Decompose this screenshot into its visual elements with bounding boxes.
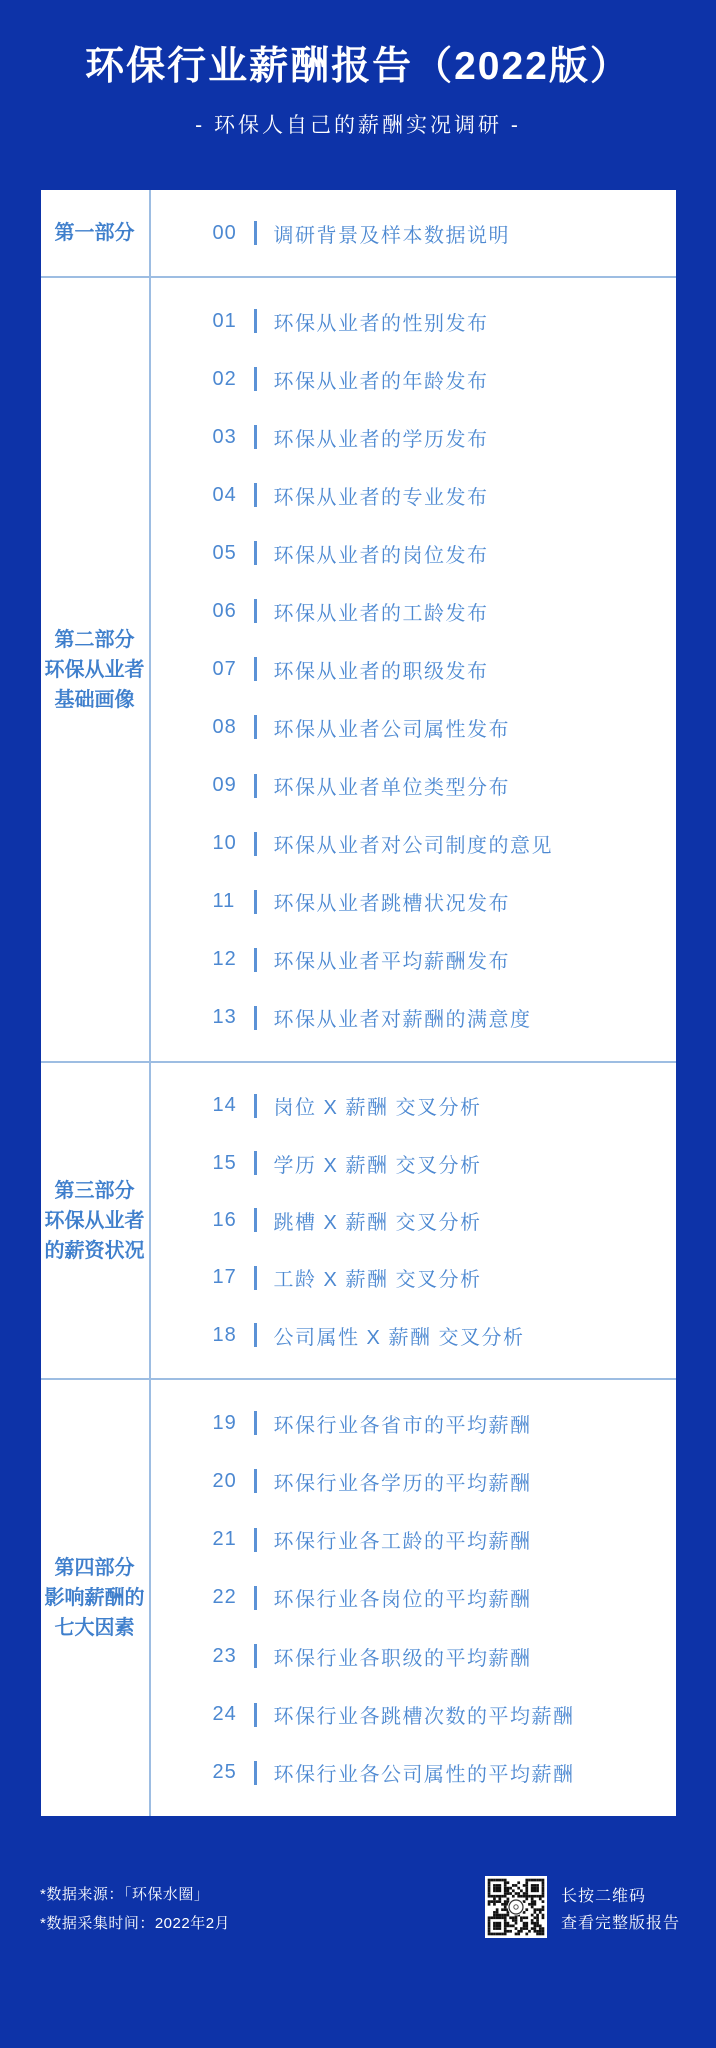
item-separator-bar: [254, 1323, 257, 1347]
section-items: [151, 1063, 676, 1378]
toc-item: [151, 597, 676, 626]
toc-item: [151, 307, 676, 336]
toc-item-title: 环保从业者平均薪酬发布: [273, 951, 510, 974]
section-label: [41, 278, 151, 1061]
toc-item: [151, 539, 676, 568]
toc-item: [151, 655, 676, 684]
toc-section: [41, 1061, 676, 1378]
toc-item-number: 10: [212, 832, 237, 855]
toc-section: [41, 190, 676, 276]
toc-item-number: 11: [212, 890, 236, 913]
section-label-line: 基础画像: [54, 688, 135, 711]
section-label-line: 环保从业者: [44, 658, 145, 681]
item-separator-bar: [254, 1151, 257, 1175]
item-separator-bar: [254, 657, 257, 681]
toc-item: [151, 829, 676, 858]
toc-item-title: 工龄 X 薪酬 交叉分析: [273, 1269, 482, 1292]
toc-item-title: 跳槽 X 薪酬 交叉分析: [273, 1211, 482, 1234]
toc-item: [151, 423, 676, 452]
qr-block: [485, 1876, 680, 1938]
toc-item-title: 环保行业各岗位的平均薪酬: [273, 1589, 532, 1612]
toc-item: [151, 365, 676, 394]
item-separator-bar: [254, 948, 257, 972]
toc-item-title: 环保行业各跳槽次数的平均薪酬: [273, 1706, 575, 1729]
toc-item: [151, 1467, 676, 1496]
toc-item-title: 环保从业者的学历发布: [273, 428, 489, 451]
toc-item-title: 调研背景及样本数据说明: [273, 224, 510, 247]
toc-section: [41, 1378, 676, 1816]
section-items: [151, 1380, 676, 1816]
toc-item-number: 20: [212, 1469, 237, 1492]
toc-item-number: 21: [212, 1528, 237, 1551]
toc-item-title: 环保从业者的岗位发布: [273, 544, 489, 567]
toc-item-title: 环保从业者对公司制度的意见: [273, 835, 553, 858]
item-separator-bar: [254, 832, 257, 856]
toc-item-title: 环保从业者跳槽状况发布: [273, 893, 510, 916]
toc-item-title: 环保行业各省市的平均薪酬: [273, 1414, 532, 1437]
toc-item-title: 环保行业各公司属性的平均薪酬: [273, 1764, 575, 1787]
toc-item-title: 环保从业者单位类型分布: [273, 777, 510, 800]
toc-item-number: 12: [212, 948, 237, 971]
toc-item: [151, 1149, 676, 1178]
toc-item-number: 24: [212, 1703, 237, 1726]
item-separator-bar: [254, 541, 257, 565]
toc-item-title: 岗位 X 薪酬 交叉分析: [273, 1097, 482, 1120]
item-separator-bar: [254, 1528, 257, 1552]
toc-item: [151, 219, 676, 248]
toc-item-title: 环保从业者的职级发布: [273, 660, 489, 683]
item-separator-bar: [254, 1411, 257, 1435]
toc-item-title: 环保行业各学历的平均薪酬: [273, 1472, 532, 1495]
item-separator-bar: [254, 774, 257, 798]
toc-item-title: 环保从业者对薪酬的满意度: [273, 1009, 532, 1032]
item-separator-bar: [254, 890, 257, 914]
toc-item: [151, 887, 676, 916]
toc-item: [151, 1091, 676, 1120]
section-label-line: 影响薪酬的: [44, 1587, 145, 1609]
toc-item: [151, 1263, 676, 1292]
item-separator-bar: [254, 367, 257, 391]
item-separator-bar: [254, 1208, 257, 1232]
toc-item: [151, 771, 676, 800]
toc-item-title: 环保从业者的年龄发布: [273, 370, 489, 393]
section-label-line: 第一部分: [54, 222, 135, 244]
toc-item: [151, 1321, 676, 1350]
toc-item: [151, 481, 676, 510]
item-separator-bar: [254, 425, 257, 449]
toc-item-number: 00: [212, 221, 237, 244]
section-label-line: 七大因素: [54, 1617, 135, 1639]
toc-item: [151, 1003, 676, 1032]
toc-item-number: 14: [212, 1094, 237, 1117]
item-separator-bar: [254, 221, 257, 245]
toc-item: [151, 713, 676, 742]
toc-item: [151, 1409, 676, 1438]
item-separator-bar: [254, 1469, 257, 1493]
section-label-line: 第三部分: [54, 1179, 135, 1202]
toc-item-title: 环保从业者的性别发布: [273, 312, 489, 335]
toc-item-number: 09: [212, 774, 237, 797]
toc-item-number: 16: [212, 1208, 237, 1231]
toc-item-title: 环保行业各工龄的平均薪酬: [273, 1531, 532, 1554]
toc-item-number: 22: [212, 1586, 237, 1609]
toc-item-number: 18: [212, 1323, 237, 1346]
section-items: [151, 190, 676, 276]
toc-card: [41, 190, 676, 1816]
item-separator-bar: [254, 1586, 257, 1610]
page-title: 环保行业薪酬报告（2022版）: [85, 45, 631, 88]
toc-item: [151, 1525, 676, 1554]
toc-item-title: 公司属性 X 薪酬 交叉分析: [273, 1326, 525, 1349]
item-separator-bar: [254, 1266, 257, 1290]
toc-item-title: 环保从业者的专业发布: [273, 486, 489, 509]
toc-item-number: 02: [212, 367, 237, 390]
toc-item-number: 23: [212, 1644, 237, 1667]
section-label: [41, 1380, 151, 1816]
toc-item-number: 04: [212, 483, 237, 506]
toc-item-number: 13: [212, 1006, 237, 1029]
qr-code-icon[interactable]: [485, 1876, 547, 1938]
toc-item-number: 06: [212, 599, 237, 622]
toc-item-number: 03: [212, 425, 237, 448]
section-label: [41, 1063, 151, 1378]
data-collection-note: *数据采集时间：2022年2月: [40, 1915, 231, 1932]
footer: [0, 1876, 716, 1938]
item-separator-bar: [254, 1006, 257, 1030]
toc-section: [41, 276, 676, 1061]
item-separator-bar: [254, 1644, 257, 1668]
item-separator-bar: [254, 309, 257, 333]
toc-item-number: 01: [212, 309, 237, 332]
item-separator-bar: [254, 1094, 257, 1118]
toc-item-title: 学历 X 薪酬 交叉分析: [273, 1154, 482, 1177]
toc-item-number: 19: [212, 1411, 237, 1434]
toc-item-number: 05: [212, 541, 237, 564]
item-separator-bar: [254, 1761, 257, 1785]
section-label-line: 第四部分: [54, 1557, 135, 1579]
footer-notes: [40, 1880, 230, 1938]
toc-item: [151, 1758, 676, 1787]
toc-item-number: 15: [212, 1151, 237, 1174]
qr-caption-line2: 查看完整版报告: [560, 1915, 680, 1932]
section-label-line: 第二部分: [54, 628, 135, 651]
section-items: [151, 278, 676, 1061]
toc-item-title: 环保从业者公司属性发布: [273, 718, 510, 741]
toc-item-title: 环保从业者的工龄发布: [273, 602, 489, 625]
qr-caption: [561, 1883, 680, 1938]
toc-item: [151, 1206, 676, 1235]
toc-item-number: 07: [212, 657, 237, 680]
item-separator-bar: [254, 1703, 257, 1727]
toc-item-number: 08: [212, 715, 237, 738]
section-label-line: 的薪资状况: [44, 1239, 145, 1262]
toc-item: [151, 1700, 676, 1729]
item-separator-bar: [254, 483, 257, 507]
toc-item: [151, 1642, 676, 1671]
page-subtitle: - 环保人自己的薪酬实况调研 -: [195, 114, 521, 137]
qr-caption-line1: 长按二维码: [560, 1888, 646, 1905]
item-separator-bar: [254, 599, 257, 623]
toc-item-title: 环保行业各职级的平均薪酬: [273, 1647, 532, 1670]
toc-item: [151, 1583, 676, 1612]
data-source-note: *数据来源：「环保水圈」: [40, 1886, 210, 1903]
toc-item-number: 25: [212, 1761, 237, 1784]
toc-item: [151, 945, 676, 974]
item-separator-bar: [254, 715, 257, 739]
section-label: [41, 190, 151, 276]
toc-item-number: 17: [212, 1266, 237, 1289]
section-label-line: 环保从业者: [44, 1209, 145, 1232]
